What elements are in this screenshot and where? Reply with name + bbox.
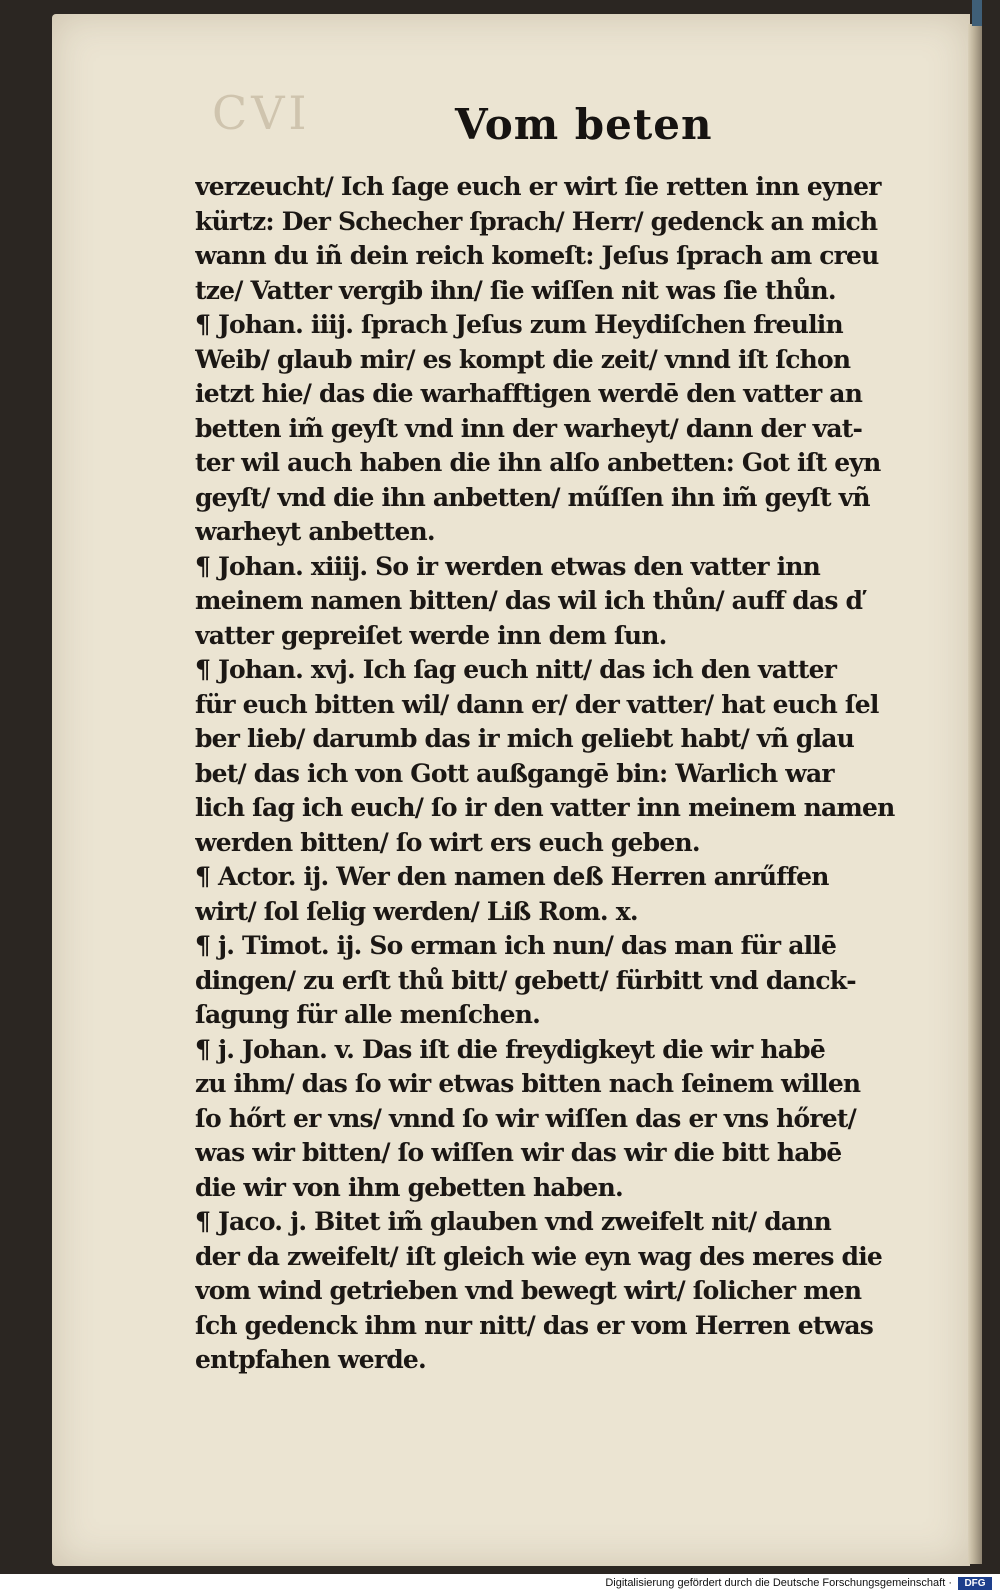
text-line: vom wind getrieben vnd bewegt wirt/ ſolicher men xyxy=(195,1276,862,1305)
text-line: ter wil auch haben die ihn alſo anbetten: Got iſt eyn xyxy=(195,448,881,477)
text-line: Weib/ glaub mir/ es kompt die zeit/ vnnd iſt ſchon xyxy=(195,344,851,374)
text-line: die wir von ihm gebetten haben. xyxy=(195,1172,623,1202)
text-line: ¶ Johan. iiij. ſprach Jeſus zum Heydiſchen freulin xyxy=(195,310,843,339)
text-line: ſo hőrt er vns/ vnnd ſo wir wiſſen das er vns hőret/ xyxy=(195,1103,856,1133)
show-through-folio: CVI xyxy=(212,86,311,140)
text-line: ¶ j. Timot. ij. So erman ich nun/ das man für allē xyxy=(195,931,837,960)
text-line: ber lieb/ darumb das ir mich geliebt habt/ vñ glau xyxy=(195,724,855,753)
text-line: warheyt anbetten. xyxy=(195,517,435,546)
page-edge xyxy=(968,24,982,1564)
text-line: ¶ Johan. xiiij. So ir werden etwas den vatter inn xyxy=(195,551,821,581)
text-line: der da zweifelt/ iſt gleich wie eyn wag des meres die xyxy=(195,1241,882,1271)
text-line: lich ſag ich euch/ ſo ir den vatter inn meinem namen xyxy=(195,793,895,822)
dfg-logo-icon: DFG xyxy=(958,1577,992,1590)
text-line: ¶ j. Johan. v. Das iſt die freydigkeyt die wir habē xyxy=(195,1034,825,1064)
text-line: entpfahen werde. xyxy=(195,1345,426,1374)
bookmark-ribbon xyxy=(972,0,982,26)
text-line: geyſt/ vnd die ihn anbetten/ műſſen ihn im̃ geyſt vñ xyxy=(195,482,870,512)
text-line: ¶ Actor. ij. Wer den namen deß Herren anrűffen xyxy=(195,862,829,891)
footer-bar xyxy=(0,1574,1000,1594)
text-line: vatter gepreiſet werde inn dem ſun. xyxy=(195,620,667,650)
text-line: ſagung für alle menſchen. xyxy=(195,1000,541,1029)
text-line: zu ihm/ das ſo wir etwas bitten nach ſeinem willen xyxy=(195,1069,861,1098)
text-line: ¶ Johan. xvj. Ich ſag euch nitt/ das ich den vatter xyxy=(195,655,837,684)
text-line: wann du iñ dein reich komeſt: Jeſus ſprach am creu xyxy=(195,241,879,270)
text-line: bet/ das ich von Gott außgangē bin: Warlich war xyxy=(195,758,834,788)
running-head: Vom beten xyxy=(455,100,713,149)
text-line: betten im̃ geyſt vnd inn der warheyt/ dann der vat‑ xyxy=(195,413,863,443)
text-line: ¶ Jaco. j. Bitet im̃ glauben vnd zweifelt nit/ dann xyxy=(195,1207,832,1236)
text-line: was wir bitten/ ſo wiſſen wir das wir die bitt habē xyxy=(195,1138,842,1167)
text-line: kürtz: Der Schecher ſprach/ Herr/ gedenck an mich xyxy=(195,206,878,236)
text-line: werden bitten/ ſo wirt ers euch geben. xyxy=(195,827,700,857)
text-line: tze/ Vatter vergib ihn/ ſie wiſſen nit was ſie thůn. xyxy=(195,275,836,305)
text-line: ſch gedenck ihm nur nitt/ das er vom Herren etwas xyxy=(195,1310,874,1340)
text-line: ietzt hie/ das die warhafftigen werdē den vatter an xyxy=(195,379,863,408)
text-line: dingen/ zu erſt thů bitt/ gebett/ fürbitt vnd danck‑ xyxy=(195,965,856,995)
text-line: wirt/ ſol ſelig werden/ Liß Rom. x. xyxy=(195,896,638,926)
text-line: für euch bitten wil/ dann er/ der vatter/ hat euch ſel xyxy=(195,689,879,719)
text-line: verzeucht/ Ich ſage euch er wirt ſie retten inn eyner xyxy=(195,172,881,201)
footer-credit: Digitalisierung gefördert durch die Deutsche Forschungsgemeinschaft · xyxy=(605,1577,952,1589)
text-line: meinem namen bitten/ das wil ich thůn/ auff das ď xyxy=(195,586,863,615)
text-block xyxy=(195,170,940,1378)
